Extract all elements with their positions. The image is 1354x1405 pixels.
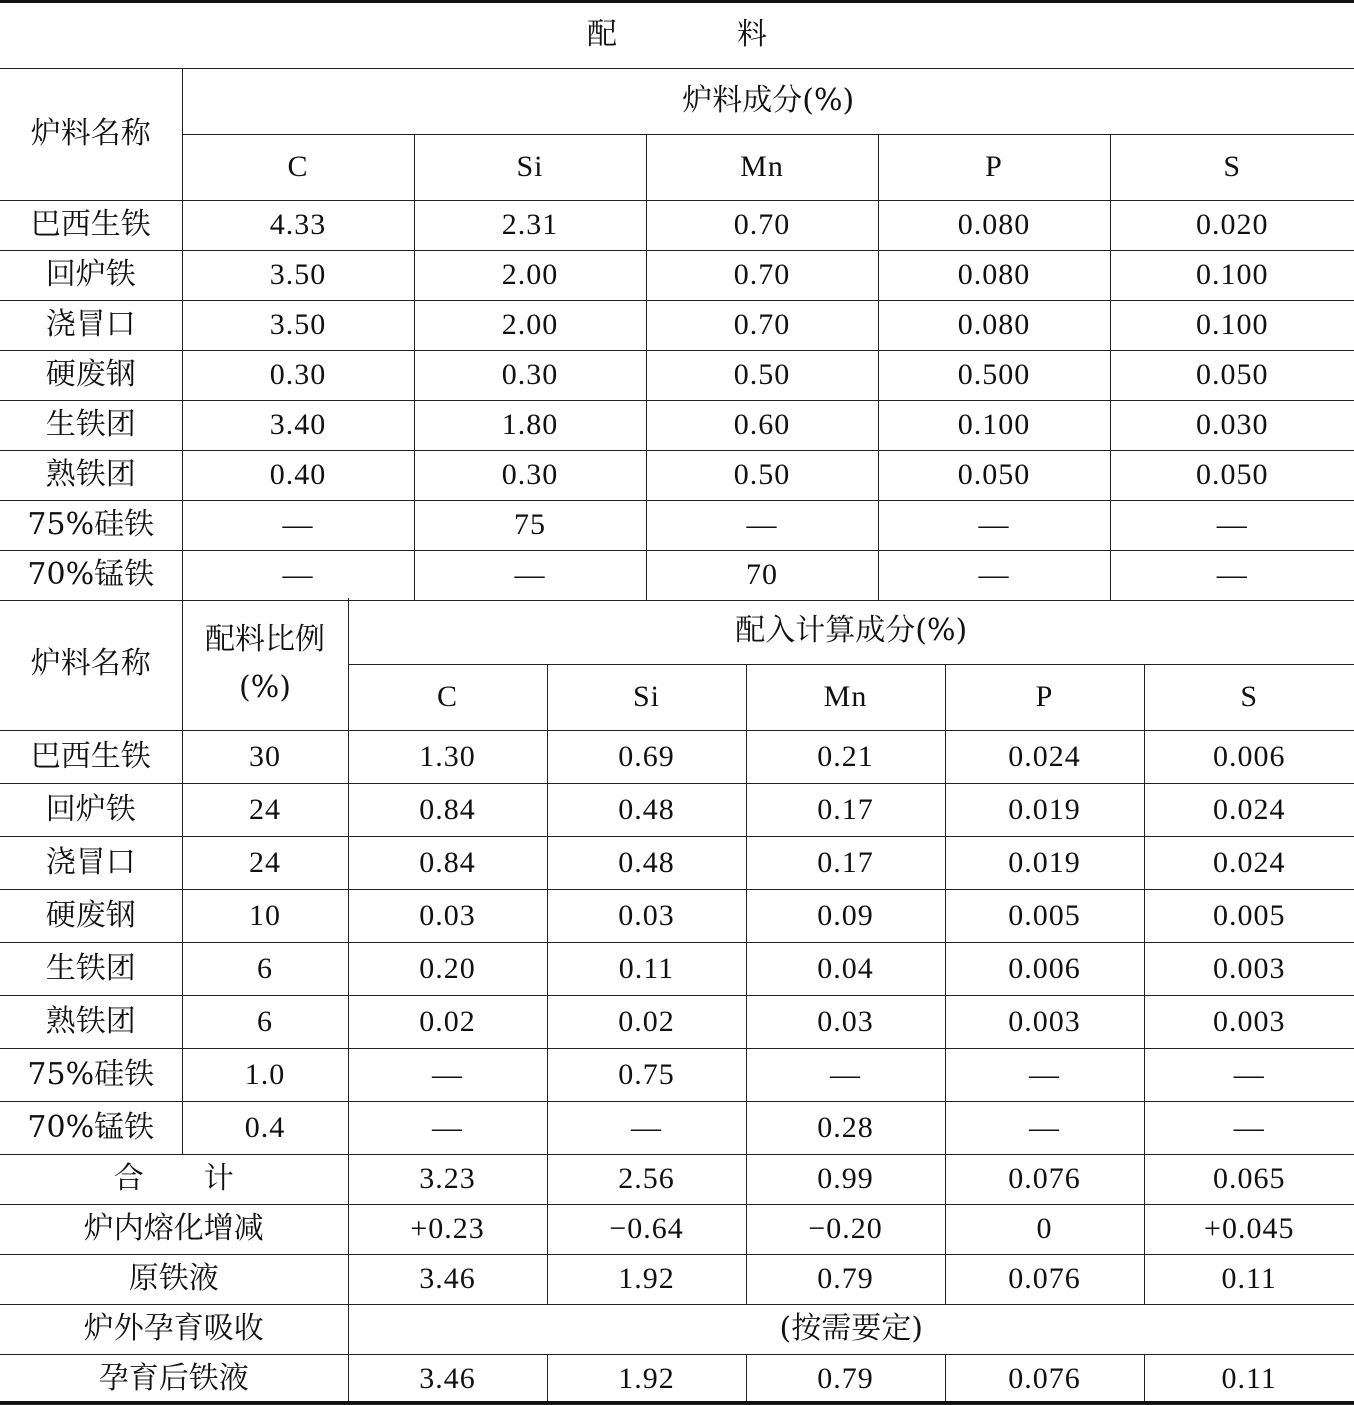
table-row (0, 300, 1354, 350)
table-row (0, 350, 1354, 400)
column-header-c: C (182, 134, 414, 200)
cell-ratio: 1.0 (182, 1048, 348, 1101)
row-name: 硬废钢 (0, 350, 182, 400)
cell-si: 0.30 (414, 350, 646, 400)
table-row (0, 889, 1354, 942)
cell-c: 3.46 (348, 1254, 547, 1304)
cell-s: — (1110, 550, 1354, 600)
cell-c: 4.33 (182, 200, 414, 250)
cell-mn: 0.60 (646, 400, 878, 450)
cell-si: 1.92 (547, 1254, 746, 1304)
cell-c: 3.40 (182, 400, 414, 450)
row-name: 生铁团 (0, 942, 182, 995)
row-name: 70%锰铁 (0, 550, 182, 600)
cell-p: — (878, 550, 1110, 600)
cell-c: 0.20 (348, 942, 547, 995)
total-row (0, 1154, 1354, 1204)
inoculation-label: 炉外孕育吸收 (0, 1304, 348, 1354)
calculated-composition-header: 配入计算成分(%) (348, 598, 1354, 664)
table-row (0, 200, 1354, 250)
cell-si: 75 (414, 500, 646, 550)
cell-p: 0.019 (945, 783, 1144, 836)
cell-s: 0.11 (1144, 1354, 1354, 1404)
cell-p: 0.080 (878, 200, 1110, 250)
charge-composition-table (0, 2, 1354, 601)
ratio-header-line1: 配料比例 (205, 621, 325, 657)
column-header-si: Si (414, 134, 646, 200)
table-row (0, 250, 1354, 300)
bottom-rule (0, 1401, 1354, 1404)
cell-ratio: 24 (182, 783, 348, 836)
row-name: 巴西生铁 (0, 200, 182, 250)
cell-ratio: 6 (182, 995, 348, 1048)
cell-si: 2.00 (414, 300, 646, 350)
cell-p: 0.005 (945, 889, 1144, 942)
column-header-s: S (1110, 134, 1354, 200)
ratio-header-line2: (%) (239, 669, 291, 705)
cell-s: — (1144, 1101, 1354, 1154)
cell-c: +0.23 (348, 1204, 547, 1254)
cell-si: — (547, 1101, 746, 1154)
cell-p: 0.019 (945, 836, 1144, 889)
charge-composition-header: 炉料成分(%) (182, 68, 1354, 134)
cell-mn: 0.17 (746, 836, 945, 889)
cell-c: — (182, 550, 414, 600)
base-iron-label: 原铁液 (0, 1254, 348, 1304)
cell-si: 0.75 (547, 1048, 746, 1101)
calculated-composition-table (0, 598, 1354, 1405)
cell-c: 0.02 (348, 995, 547, 1048)
cell-c: 3.50 (182, 250, 414, 300)
cell-ratio: 6 (182, 942, 348, 995)
cell-c: 3.23 (348, 1154, 547, 1204)
column-header-c: C (348, 664, 547, 730)
ratio-header (182, 598, 348, 730)
row-name: 熟铁团 (0, 995, 182, 1048)
cell-p: 0.076 (945, 1154, 1144, 1204)
cell-c: 0.40 (182, 450, 414, 500)
cell-mn: 0.79 (746, 1354, 945, 1404)
cell-mn: 0.09 (746, 889, 945, 942)
cell-p: — (945, 1101, 1144, 1154)
final-iron-row (0, 1354, 1354, 1404)
column-header-s: S (1144, 664, 1354, 730)
base-iron-row (0, 1254, 1354, 1304)
cell-s: 0.006 (1144, 730, 1354, 783)
cell-ratio: 24 (182, 836, 348, 889)
cell-mn: 0.03 (746, 995, 945, 1048)
cell-p: 0.024 (945, 730, 1144, 783)
row-name: 浇冒口 (0, 300, 182, 350)
cell-s: 0.050 (1110, 450, 1354, 500)
cell-s: 0.050 (1110, 350, 1354, 400)
cell-si: 2.56 (547, 1154, 746, 1204)
cell-mn: 0.99 (746, 1154, 945, 1204)
cell-p: 0.080 (878, 300, 1110, 350)
cell-p: 0.076 (945, 1354, 1144, 1404)
cell-mn: 0.21 (746, 730, 945, 783)
column-header-p: P (945, 664, 1144, 730)
cell-si: 2.31 (414, 200, 646, 250)
charge-name-header: 炉料名称 (0, 68, 182, 200)
cell-p: 0.080 (878, 250, 1110, 300)
cell-mn: 0.70 (646, 200, 878, 250)
cell-c: — (348, 1048, 547, 1101)
cell-p: 0.076 (945, 1254, 1144, 1304)
cell-s: 0.005 (1144, 889, 1354, 942)
table-row (0, 1101, 1354, 1154)
row-name: 熟铁团 (0, 450, 182, 500)
cell-s: 0.020 (1110, 200, 1354, 250)
cell-c: 0.30 (182, 350, 414, 400)
cell-c: 3.50 (182, 300, 414, 350)
cell-si: 0.11 (547, 942, 746, 995)
row-name: 硬废钢 (0, 889, 182, 942)
row-name: 浇冒口 (0, 836, 182, 889)
cell-c: — (348, 1101, 547, 1154)
column-header-mn: Mn (746, 664, 945, 730)
row-name: 75%硅铁 (0, 500, 182, 550)
final-iron-label: 孕育后铁液 (0, 1354, 348, 1404)
cell-p: 0.006 (945, 942, 1144, 995)
table-row (0, 942, 1354, 995)
cell-p: 0 (945, 1204, 1144, 1254)
table-row (0, 730, 1354, 783)
cell-si: 0.48 (547, 836, 746, 889)
cell-p: 0.500 (878, 350, 1110, 400)
cell-p: — (878, 500, 1110, 550)
table-row (0, 550, 1354, 600)
cell-si: 2.00 (414, 250, 646, 300)
cell-ratio: 30 (182, 730, 348, 783)
cell-mn: 0.70 (646, 300, 878, 350)
cell-s: — (1144, 1048, 1354, 1101)
cell-mn: 70 (646, 550, 878, 600)
table-title: 配 料 (0, 2, 1354, 68)
cell-si: 0.02 (547, 995, 746, 1048)
cell-mn: 0.70 (646, 250, 878, 300)
charge-name-header: 炉料名称 (0, 598, 182, 730)
table-row (0, 500, 1354, 550)
cell-s: 0.024 (1144, 783, 1354, 836)
cell-c: 1.30 (348, 730, 547, 783)
cell-s: 0.030 (1110, 400, 1354, 450)
cell-si: 0.69 (547, 730, 746, 783)
cell-s: 0.024 (1144, 836, 1354, 889)
table-row (0, 400, 1354, 450)
cell-s: 0.100 (1110, 300, 1354, 350)
melting-change-row (0, 1204, 1354, 1254)
cell-mn: −0.20 (746, 1204, 945, 1254)
column-header-p: P (878, 134, 1110, 200)
inoculation-row (0, 1304, 1354, 1354)
column-header-si: Si (547, 664, 746, 730)
cell-c: 0.03 (348, 889, 547, 942)
cell-p: 0.100 (878, 400, 1110, 450)
cell-mn: — (746, 1048, 945, 1101)
cell-p: 0.003 (945, 995, 1144, 1048)
cell-c: 0.84 (348, 783, 547, 836)
cell-s: +0.045 (1144, 1204, 1354, 1254)
cell-p: — (945, 1048, 1144, 1101)
row-name: 生铁团 (0, 400, 182, 450)
cell-s: 0.100 (1110, 250, 1354, 300)
row-name: 回炉铁 (0, 250, 182, 300)
cell-s: 0.11 (1144, 1254, 1354, 1304)
cell-mn: 0.50 (646, 450, 878, 500)
melting-change-label: 炉内熔化增减 (0, 1204, 348, 1254)
table-row (0, 783, 1354, 836)
table-row (0, 450, 1354, 500)
cell-si: −0.64 (547, 1204, 746, 1254)
cell-p: 0.050 (878, 450, 1110, 500)
cell-mn: 0.50 (646, 350, 878, 400)
column-header-mn: Mn (646, 134, 878, 200)
cell-si: 0.30 (414, 450, 646, 500)
total-label: 合 计 (0, 1154, 348, 1204)
cell-mn: 0.79 (746, 1254, 945, 1304)
row-name: 巴西生铁 (0, 730, 182, 783)
inoculation-note: (按需要定) (348, 1304, 1354, 1354)
table-row (0, 836, 1354, 889)
row-name: 回炉铁 (0, 783, 182, 836)
table-row (0, 1048, 1354, 1101)
cell-ratio: 10 (182, 889, 348, 942)
cell-si: 0.48 (547, 783, 746, 836)
cell-s: — (1110, 500, 1354, 550)
cell-c: 0.84 (348, 836, 547, 889)
cell-mn: — (646, 500, 878, 550)
cell-si: 1.80 (414, 400, 646, 450)
cell-c: 3.46 (348, 1354, 547, 1404)
cell-si: — (414, 550, 646, 600)
cell-c: — (182, 500, 414, 550)
cell-si: 1.92 (547, 1354, 746, 1404)
cell-ratio: 0.4 (182, 1101, 348, 1154)
row-name: 75%硅铁 (0, 1048, 182, 1101)
cell-s: 0.003 (1144, 995, 1354, 1048)
row-name: 70%锰铁 (0, 1101, 182, 1154)
table-row (0, 995, 1354, 1048)
cell-mn: 0.28 (746, 1101, 945, 1154)
cell-mn: 0.17 (746, 783, 945, 836)
cell-mn: 0.04 (746, 942, 945, 995)
cell-s: 0.003 (1144, 942, 1354, 995)
cell-s: 0.065 (1144, 1154, 1354, 1204)
cell-si: 0.03 (547, 889, 746, 942)
